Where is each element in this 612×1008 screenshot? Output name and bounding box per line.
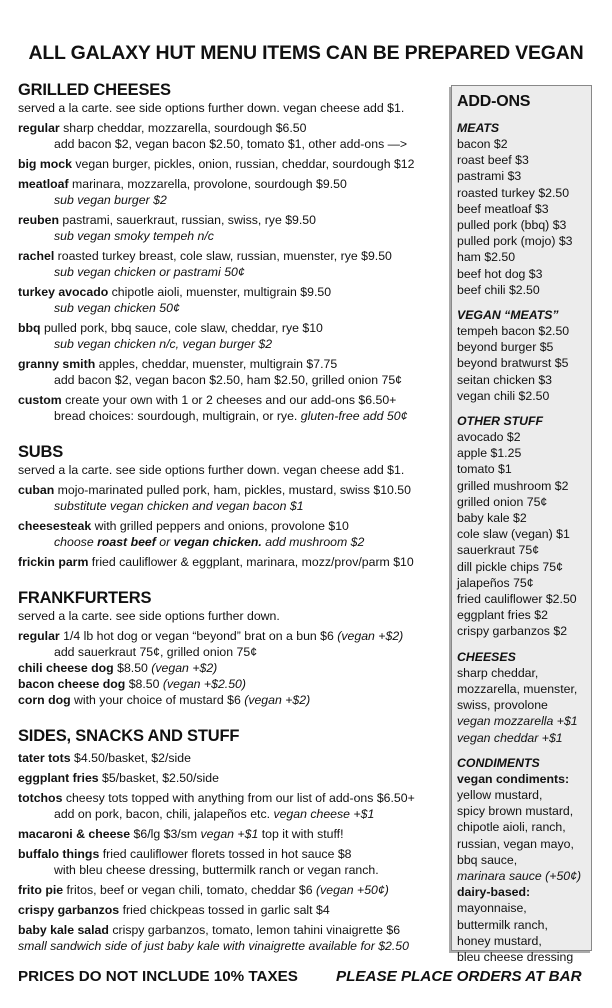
menu-item-turkey-avocado: [18, 284, 444, 316]
menu-item-frito-pie: [18, 882, 444, 898]
item-name: macaroni & cheese: [18, 827, 131, 841]
dairy-condiments-label: dairy-based:: [457, 885, 531, 900]
item-sub: sub vegan chicken 50¢: [54, 301, 180, 315]
item-name: bbq: [18, 321, 41, 335]
addon-item: honey mustard,: [457, 933, 542, 948]
addon-item: swiss, provolone: [457, 698, 548, 713]
taxes-notice: PRICES DO NOT INCLUDE 10% TAXES: [18, 968, 298, 985]
item-note: small sandwich side of just baby kale with vinaigrette available for $2.50: [18, 939, 409, 953]
addon-item: chipotle aioli, ranch,: [457, 820, 566, 835]
item-desc: $8.50: [113, 661, 152, 675]
gluten-free-note: gluten-free add 50¢: [300, 409, 408, 423]
item-name: regular: [18, 629, 60, 643]
item-desc: sharp cheddar, mozzarella, sourdough $6.50: [59, 121, 307, 135]
menu-item-bacon-cheese-dog: [18, 676, 444, 692]
item-desc: $4.50/basket, $2/side: [70, 751, 191, 765]
sub-text: add mushroom $2: [261, 535, 365, 549]
menu-item-baby-kale-salad: [18, 922, 444, 954]
menu-item-tater-tots: [18, 750, 444, 766]
item-name: totchos: [18, 791, 63, 805]
section-sides: [18, 726, 444, 954]
sub-text: choose: [54, 535, 98, 549]
addon-item: bacon $2: [457, 137, 508, 151]
item-sub: substitute vegan chicken and vegan bacon $1: [54, 499, 304, 513]
group-heading: OTHER STUFF: [457, 414, 544, 429]
menu-item-buffalo-things: [18, 846, 444, 878]
addon-item: beyond bratwurst $5: [457, 356, 569, 371]
vegan-condiments-label: vegan condiments:: [457, 771, 570, 786]
addon-item: russian, vegan mayo,: [457, 836, 574, 851]
item-desc: with grilled peppers and onions, provolone $10: [91, 519, 349, 533]
item-name: granny smith: [18, 357, 96, 371]
item-name: cheesesteak: [18, 519, 92, 533]
addons-heading: ADD-ONS: [457, 93, 531, 110]
vegan-price: (vegan +$2): [244, 693, 311, 707]
vegan-price: vegan +$1: [200, 827, 259, 841]
addons-panel: [451, 85, 592, 964]
item-name: chili cheese dog: [18, 661, 114, 675]
item-desc: 1/4 lb hot dog or vegan “beyond” brat on a bun $6: [59, 629, 338, 643]
item-desc: with your choice of mustard $6: [70, 693, 245, 707]
addon-item: beef meatloaf $3: [457, 201, 549, 216]
addon-item: roast beef $3: [457, 153, 529, 168]
addons-group-cheeses: [457, 649, 591, 746]
section-subs: [18, 442, 444, 570]
addon-item: bbq sauce,: [457, 852, 518, 867]
addon-item: beef hot dog $3: [457, 266, 543, 281]
item-desc: crispy garbanzos, tomato, lemon tahini vinaigrette $6: [108, 923, 401, 937]
item-name: meatloaf: [18, 177, 69, 191]
addon-item: crispy garbanzos $2: [457, 624, 568, 639]
menu-item-chili-cheese-dog: [18, 660, 444, 676]
menu-item-meatloaf: [18, 176, 444, 208]
addons-group-condiments: [457, 755, 591, 965]
item-desc: pulled pork, bbq sauce, cole slaw, cheddar, rye $10: [40, 321, 323, 335]
item-name: bacon cheese dog: [18, 677, 126, 691]
item-name: turkey avocado: [18, 285, 109, 299]
addon-item: grilled onion 75¢: [457, 494, 548, 509]
addon-item: eggplant fries $2: [457, 608, 548, 623]
item-sub: add sauerkraut 75¢, grilled onion 75¢: [54, 645, 258, 659]
item-name: rachel: [18, 249, 55, 263]
orders-notice: PLEASE PLACE ORDERS AT BAR: [336, 968, 582, 985]
item-desc: vegan burger, pickles, onion, russian, cheddar, sourdough $12: [71, 157, 415, 171]
item-desc: fried cauliflower & eggplant, marinara, mozz/prov/parm $10: [88, 555, 414, 569]
item-desc: apples, cheddar, muenster, multigrain $7.75: [95, 357, 338, 371]
addon-item: sauerkraut 75¢: [457, 543, 540, 558]
addon-item: pulled pork (mojo) $3: [457, 234, 573, 249]
addon-item: cole slaw (vegan) $1: [457, 527, 570, 542]
addon-item-marinara: marinara sauce (+50¢): [457, 868, 582, 883]
menu-title: ALL GALAXY HUT MENU ITEMS CAN BE PREPARED VEGAN: [28, 42, 584, 64]
section-frankfurters: [18, 588, 444, 708]
item-desc: chipotle aioli, muenster, multigrain $9.50: [108, 285, 332, 299]
addon-item: jalapeños 75¢: [457, 575, 534, 590]
menu-item-frickin-parm: [18, 554, 444, 570]
vegan-price: (vegan +50¢): [316, 883, 389, 897]
addon-item: fried cauliflower $2.50: [457, 592, 577, 607]
item-sub: sub vegan smoky tempeh n/c: [54, 229, 214, 243]
addon-item: mozzarella, muenster,: [457, 681, 578, 696]
group-heading: CONDIMENTS: [457, 755, 540, 770]
addon-item: yellow mustard,: [457, 787, 543, 802]
addon-item: tomato $1: [457, 462, 512, 477]
item-sub: sub vegan chicken or pastrami 50¢: [54, 265, 245, 279]
item-name: tater tots: [18, 751, 71, 765]
item-sub: add bacon $2, vegan bacon $2.50, tomato $1, other add-ons —>: [54, 137, 408, 151]
item-sub: sub vegan chicken n/c, vegan burger $2: [54, 337, 273, 351]
addon-item-vegan: vegan cheddar +$1: [457, 730, 563, 745]
menu-item-custom: [18, 392, 444, 424]
item-name: big mock: [18, 157, 72, 171]
item-desc: fried chickpeas tossed in garlic salt $4: [119, 903, 330, 917]
item-desc: cheesy tots topped with anything from our list of add-ons $6.50+: [62, 791, 415, 805]
item-desc: roasted turkey breast, cole slaw, russian, muenster, rye $9.50: [54, 249, 392, 263]
item-name: cuban: [18, 483, 55, 497]
menu-item-eggplant-fries: [18, 770, 444, 786]
addon-item: sharp cheddar,: [457, 665, 539, 680]
addon-item: ham $2.50: [457, 250, 516, 265]
item-sub-text: add on pork, bacon, chili, jalapeños etc.: [54, 807, 274, 821]
item-sub: [18, 534, 444, 550]
item-sub-text: bread choices: sourdough, multigrain, or rye.: [54, 409, 301, 423]
menu-item-crispy-garbanzos: [18, 902, 444, 918]
menu-item-cheesesteak: [18, 518, 444, 550]
item-sub: add bacon $2, vegan bacon $2.50, ham $2.50, grilled onion 75¢: [54, 373, 402, 387]
item-name: crispy garbanzos: [18, 903, 120, 917]
item-desc: $6/lg $3/sm: [130, 827, 201, 841]
addon-item: buttermilk ranch,: [457, 917, 548, 932]
addon-item: spicy brown mustard,: [457, 804, 574, 819]
item-name: eggplant fries: [18, 771, 99, 785]
addon-item: roasted turkey $2.50: [457, 185, 570, 200]
menu-item-reuben: [18, 212, 444, 244]
menu-item-regular-frank: [18, 628, 444, 660]
item-name: frito pie: [18, 883, 64, 897]
menu-item-regular-grilled: [18, 120, 444, 152]
section-heading: FRANKFURTERS: [18, 589, 152, 607]
item-name: reuben: [18, 213, 59, 227]
menu-main-column: [18, 80, 444, 968]
vegan-price: (vegan +$2.50): [162, 677, 246, 691]
item-sub: [18, 806, 444, 822]
addon-item: apple $1.25: [457, 446, 522, 461]
addon-item: grilled mushroom $2: [457, 478, 569, 493]
sub-option-roast-beef: roast beef: [97, 535, 156, 549]
section-intro: served a la carte. see side options further down. vegan cheese add $1.: [18, 463, 405, 477]
addon-item: beef chili $2.50: [457, 282, 540, 297]
vegan-price: (vegan +$2): [337, 629, 404, 643]
item-desc: fritos, beef or vegan chili, tomato, cheddar $6: [63, 883, 317, 897]
addon-item: seitan chicken $3: [457, 372, 553, 387]
section-intro: served a la carte. see side options further down.: [18, 609, 280, 623]
group-heading: VEGAN “MEATS”: [457, 308, 559, 323]
item-desc: fried cauliflower florets tossed in hot sauce $8: [99, 847, 352, 861]
menu-item-corn-dog: [18, 692, 444, 708]
item-name: corn dog: [18, 693, 71, 707]
menu-item-rachel: [18, 248, 444, 280]
item-desc: marinara, mozzarella, provolone, sourdough $9.50: [68, 177, 347, 191]
sub-text: or: [155, 535, 174, 549]
section-intro: served a la carte. see side options further down. vegan cheese add $1.: [18, 101, 405, 115]
item-sub: [18, 408, 444, 424]
menu-item-cuban: [18, 482, 444, 514]
item-desc: pastrami, sauerkraut, russian, swiss, rye $9.50: [59, 213, 316, 227]
addons-group-vegan-meats: [457, 307, 591, 404]
addon-item: tempeh bacon $2.50: [457, 324, 570, 339]
item-desc: create your own with 1 or 2 cheeses and our add-ons $6.50+: [61, 393, 397, 407]
addon-item: pulled pork (bbq) $3: [457, 218, 567, 233]
item-name: custom: [18, 393, 62, 407]
addon-item: avocado $2: [457, 430, 521, 445]
item-name: frickin parm: [18, 555, 89, 569]
addons-group-other-stuff: [457, 413, 591, 640]
item-desc: mojo-marinated pulled pork, ham, pickles, mustard, swiss $10.50: [54, 483, 411, 497]
item-sub: with bleu cheese dressing, buttermilk ranch or vegan ranch.: [54, 863, 379, 877]
menu-item-totchos: [18, 790, 444, 822]
addon-item: baby kale $2: [457, 511, 527, 526]
addon-item: dill pickle chips 75¢: [457, 559, 563, 574]
menu-item-granny-smith: [18, 356, 444, 388]
menu-item-big-mock: [18, 156, 444, 172]
group-heading: MEATS: [457, 121, 500, 135]
addon-item: beyond burger $5: [457, 340, 554, 355]
item-name: buffalo things: [18, 847, 100, 861]
addon-item: bleu cheese dressing: [457, 949, 574, 964]
group-heading: CHEESES: [457, 649, 516, 664]
vegan-cheese-note: vegan cheese +$1: [273, 807, 375, 821]
menu-item-bbq: [18, 320, 444, 352]
item-name: baby kale salad: [18, 923, 109, 937]
addon-item: vegan chili $2.50: [457, 388, 550, 403]
sub-option-vegan-chicken: vegan chicken.: [173, 535, 262, 549]
addon-item: mayonnaise,: [457, 901, 527, 916]
section-grilled-cheeses: [18, 80, 444, 424]
addons-group-meats: [457, 120, 591, 298]
section-heading: GRILLED CHEESES: [18, 81, 171, 99]
addon-item: pastrami $3: [457, 169, 522, 184]
item-desc: $5/basket, $2.50/side: [98, 771, 219, 785]
vegan-price: (vegan +$2): [151, 661, 218, 675]
menu-item-macaroni-cheese: [18, 826, 444, 842]
addon-item-vegan: vegan mozzarella +$1: [457, 714, 578, 729]
section-heading: SIDES, SNACKS AND STUFF: [18, 727, 240, 745]
item-tail: top it with stuff!: [258, 827, 344, 841]
item-desc: $8.50: [125, 677, 163, 691]
section-heading: SUBS: [18, 443, 64, 461]
item-name: regular: [18, 121, 60, 135]
item-sub: sub vegan burger $2: [54, 193, 167, 207]
